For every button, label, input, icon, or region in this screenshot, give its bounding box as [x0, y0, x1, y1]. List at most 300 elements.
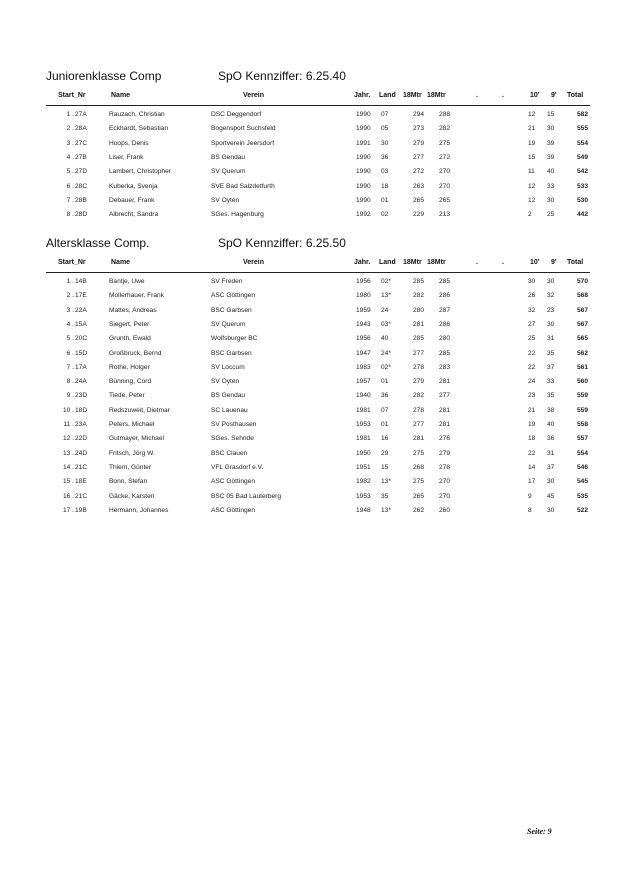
- rank: 7 .: [66, 196, 74, 204]
- section-title-alters: Altersklasse Comp.: [46, 236, 150, 250]
- header-dot-1: .: [476, 92, 478, 99]
- score-18mtr-2: 278: [439, 463, 451, 471]
- table-row: [46, 291, 590, 304]
- score-18mtr-1: 279: [413, 139, 425, 147]
- score-18mtr-1: 262: [413, 506, 425, 514]
- club: BS Gendau: [211, 153, 246, 161]
- club: BSC Garbsen: [211, 349, 252, 357]
- count-9: 37: [547, 463, 555, 471]
- table-row: [46, 277, 590, 290]
- birth-year: 1959: [356, 306, 371, 314]
- count-9: 31: [547, 335, 555, 343]
- score-18mtr-1: 294: [413, 111, 425, 118]
- rank: 16 .: [63, 492, 74, 500]
- club: SV Oyten: [211, 378, 240, 386]
- region: 29: [381, 449, 389, 457]
- score-18mtr-2: 285: [439, 349, 451, 357]
- club: BSC Garbsen: [211, 306, 252, 314]
- header-verein: Verein: [243, 92, 265, 99]
- club: SV Querum: [211, 168, 246, 176]
- header-start-nr: Start_Nr: [58, 259, 86, 266]
- region: 02*: [381, 278, 391, 285]
- club: SC Lauenau: [211, 406, 248, 414]
- count-9: 33: [547, 182, 555, 190]
- total-score: 559: [576, 392, 588, 400]
- athlete-name: Bantje, Uwe: [109, 278, 145, 285]
- table-row: [46, 377, 590, 390]
- start-nr: 28A: [75, 125, 87, 133]
- header-10: 10': [530, 259, 540, 266]
- score-18mtr-1: 281: [413, 320, 425, 328]
- count-10: 17: [528, 478, 536, 486]
- score-18mtr-2: 265: [439, 196, 451, 204]
- rank: 12 .: [63, 435, 74, 443]
- count-10: 21: [528, 125, 536, 133]
- count-9: 30: [547, 506, 555, 514]
- birth-year: 1950: [356, 449, 371, 457]
- count-10: 8: [528, 506, 532, 514]
- start-nr: 28D: [75, 211, 88, 219]
- total-score: 554: [576, 449, 588, 457]
- athlete-name: Rauzach, Christian: [109, 111, 165, 118]
- total-score: 530: [576, 196, 588, 204]
- count-10: 30: [528, 278, 536, 285]
- score-18mtr-2: 270: [439, 168, 451, 176]
- rank: 5 .: [66, 168, 74, 176]
- athlete-name: Thiem, Günter: [109, 463, 152, 471]
- header-18mtr-1: 18Mtr: [403, 92, 422, 99]
- start-nr: 27A: [75, 111, 87, 118]
- score-18mtr-2: 272: [439, 153, 451, 161]
- start-nr: 21C: [75, 463, 88, 471]
- count-10: 18: [528, 435, 536, 443]
- total-score: 560: [576, 378, 588, 386]
- count-9: 30: [547, 320, 555, 328]
- score-18mtr-2: 275: [439, 139, 451, 147]
- club: SV Posthausen: [211, 421, 257, 428]
- start-nr: 17E: [75, 292, 87, 300]
- start-nr: 23D: [75, 392, 88, 400]
- birth-year: 1956: [356, 335, 371, 343]
- total-score: 535: [576, 492, 588, 500]
- total-score: 561: [576, 363, 588, 371]
- total-score: 554: [576, 139, 588, 147]
- athlete-name: Fritsch, Jörg W.: [109, 449, 155, 457]
- table-row: [46, 139, 590, 152]
- club: Wolfsburger BC: [211, 335, 258, 343]
- birth-year: 1953: [356, 421, 371, 428]
- score-18mtr-2: 285: [439, 278, 451, 285]
- count-9: 39: [547, 153, 555, 161]
- total-score: 568: [576, 292, 588, 300]
- athlete-name: Eckhardt, Sebastian: [109, 125, 169, 133]
- count-9: 32: [547, 292, 555, 300]
- count-9: 45: [547, 492, 555, 500]
- athlete-name: Mollerhauer, Frank: [109, 292, 164, 300]
- count-9: 40: [547, 168, 555, 176]
- rank: 6 .: [66, 349, 74, 357]
- total-score: 533: [576, 182, 588, 190]
- score-18mtr-2: 287: [439, 306, 451, 314]
- athlete-name: Gäcke, Karsten: [109, 492, 155, 500]
- start-nr: 17A: [75, 363, 87, 371]
- total-score: 562: [576, 349, 588, 357]
- birth-year: 1947: [356, 349, 371, 357]
- region: 03: [381, 168, 389, 176]
- table-row: [46, 434, 590, 447]
- birth-year: 1991: [356, 139, 371, 147]
- score-18mtr-1: 282: [413, 292, 425, 300]
- total-score: 567: [576, 306, 588, 314]
- count-10: 26: [528, 292, 536, 300]
- score-18mtr-2: 279: [439, 449, 451, 457]
- score-18mtr-1: 285: [413, 278, 425, 285]
- rank: 6 .: [66, 182, 74, 190]
- birth-year: 1982: [356, 478, 371, 486]
- club: ASC Göttingen: [211, 292, 255, 300]
- club: BS Gendau: [211, 392, 246, 400]
- count-9: 40: [547, 421, 555, 428]
- total-score: 570: [576, 278, 588, 285]
- rank: 11 .: [63, 421, 74, 428]
- region: 30: [381, 139, 389, 147]
- start-nr: 27B: [75, 153, 87, 161]
- rank: 4 .: [66, 320, 74, 328]
- birth-year: 1990: [356, 196, 371, 204]
- start-nr: 14B: [75, 278, 87, 285]
- rank: 14 .: [63, 463, 74, 471]
- region: 18: [381, 182, 389, 190]
- score-18mtr-2: 276: [439, 435, 451, 443]
- club: SV Loccum: [211, 363, 245, 371]
- club: DSC Deggendorf: [211, 111, 262, 118]
- club: BSC Clauen: [211, 449, 248, 457]
- score-18mtr-1: 273: [413, 125, 425, 133]
- club: SGes. Sehnde: [211, 435, 254, 443]
- athlete-name: Lambert, Christopher: [109, 168, 171, 176]
- region: 02*: [381, 363, 391, 371]
- start-nr: 27D: [75, 168, 88, 176]
- region: 05: [381, 125, 389, 133]
- count-9: 36: [547, 435, 555, 443]
- count-10: 12: [528, 196, 536, 204]
- score-18mtr-2: 270: [439, 492, 451, 500]
- start-nr: 22A: [75, 306, 87, 314]
- count-10: 19: [528, 421, 536, 428]
- header-name: Name: [111, 92, 131, 99]
- section-code-junioren: SpO Kennziffer: 6.25.40: [218, 69, 346, 83]
- athlete-name: Gutmayer, Michael: [109, 435, 164, 443]
- count-9: 23: [547, 306, 555, 314]
- score-18mtr-2: 286: [439, 320, 451, 328]
- start-nr: 19B: [75, 506, 87, 514]
- birth-year: 1990: [356, 168, 371, 176]
- score-18mtr-2: 282: [439, 125, 451, 133]
- total-score: 542: [576, 168, 588, 176]
- count-10: 22: [528, 449, 536, 457]
- total-score: 522: [576, 506, 588, 514]
- region: 02: [381, 211, 389, 219]
- birth-year: 1981: [356, 435, 371, 443]
- score-18mtr-2: 260: [439, 506, 451, 514]
- divider: [46, 272, 590, 273]
- score-18mtr-2: 277: [439, 392, 451, 400]
- score-18mtr-2: 288: [439, 111, 451, 118]
- rank: 2 .: [66, 125, 74, 133]
- rank: 8 .: [66, 211, 74, 219]
- athlete-name: Siegert, Peter: [109, 320, 150, 328]
- total-score: 557: [576, 435, 588, 443]
- region: 24*: [381, 349, 391, 357]
- header-9: 9': [551, 92, 557, 99]
- birth-year: 1956: [356, 278, 371, 285]
- count-10: 12: [528, 111, 536, 118]
- start-nr: 21C: [75, 492, 88, 500]
- athlete-name: Liser, Frank: [109, 153, 144, 161]
- rank: 15 .: [63, 478, 74, 486]
- birth-year: 1951: [356, 463, 371, 471]
- birth-year: 1983: [356, 363, 371, 371]
- header-jahr: Jahr.: [354, 92, 371, 99]
- total-score: 549: [576, 153, 588, 161]
- table-row: [46, 477, 590, 490]
- table-row: [46, 492, 590, 505]
- count-9: 38: [547, 406, 555, 414]
- table-row: [46, 306, 590, 319]
- athlete-name: Hoops, Denis: [109, 139, 149, 147]
- count-10: 32: [528, 306, 536, 314]
- score-18mtr-1: 268: [413, 463, 425, 471]
- start-nr: 15D: [75, 349, 88, 357]
- count-9: 25: [547, 211, 555, 219]
- birth-year: 1990: [356, 153, 371, 161]
- birth-year: 1943: [356, 320, 371, 328]
- count-10: 22: [528, 363, 536, 371]
- header-9: 9': [551, 259, 557, 266]
- table-row: [46, 153, 590, 166]
- region: 01: [381, 196, 389, 204]
- score-18mtr-1: 282: [413, 392, 425, 400]
- region: 40: [381, 335, 389, 343]
- total-score: 545: [576, 478, 588, 486]
- athlete-name: Großbruck, Bernd: [109, 349, 162, 357]
- header-18mtr-2: 18Mtr: [427, 92, 446, 99]
- athlete-name: Redszuweit, Dietmar: [109, 406, 170, 414]
- birth-year: 1990: [356, 125, 371, 133]
- start-nr: 22D: [75, 435, 88, 443]
- count-9: 37: [547, 363, 555, 371]
- start-nr: 20C: [75, 335, 88, 343]
- header-total: Total: [567, 92, 584, 99]
- region: 15: [381, 463, 389, 471]
- rank: 8 .: [66, 378, 74, 386]
- count-10: 9: [528, 492, 532, 500]
- birth-year: 1953: [356, 492, 371, 500]
- count-9: 31: [547, 449, 555, 457]
- rank: 3 .: [66, 306, 74, 314]
- athlete-name: Hermann, Johannes: [109, 506, 169, 514]
- score-18mtr-1: 280: [413, 306, 425, 314]
- header-land: Land: [379, 92, 396, 99]
- rank: 3 .: [66, 139, 74, 147]
- table-row: [46, 463, 590, 476]
- region: 36: [381, 153, 389, 161]
- score-18mtr-2: 281: [439, 421, 451, 428]
- score-18mtr-2: 270: [439, 478, 451, 486]
- header-dot-2: .: [502, 92, 504, 99]
- birth-year: 1992: [356, 211, 371, 219]
- header-name: Name: [111, 259, 131, 266]
- score-18mtr-1: 285: [413, 335, 425, 343]
- rank: 2 .: [66, 292, 74, 300]
- club: Bogensport Suchsfeld: [211, 125, 276, 133]
- club: BSC 05 Bad Lauterberg: [211, 492, 282, 500]
- page-number: Seite: 9: [527, 827, 552, 836]
- rank: 13 .: [63, 449, 74, 457]
- table-row: [46, 449, 590, 462]
- rank: 10 .: [63, 406, 74, 414]
- header-verein: Verein: [243, 259, 265, 266]
- score-18mtr-1: 277: [413, 153, 425, 161]
- table-row: [46, 334, 590, 347]
- region: 13*: [381, 292, 391, 300]
- header-10: 10': [530, 92, 540, 99]
- table-row: [46, 406, 590, 419]
- table-row: [46, 110, 590, 123]
- score-18mtr-1: 265: [413, 492, 425, 500]
- count-9: 30: [547, 196, 555, 204]
- score-18mtr-2: 213: [439, 211, 451, 219]
- table-row: [46, 420, 590, 433]
- score-18mtr-1: 281: [413, 435, 425, 443]
- table-row: [46, 391, 590, 404]
- count-10: 19: [528, 139, 536, 147]
- header-total: Total: [567, 259, 584, 266]
- rank: 5 .: [66, 335, 74, 343]
- header-18mtr-1: 18Mtr: [403, 259, 422, 266]
- table-header: [46, 90, 590, 104]
- athlete-name: Tiede, Peter: [109, 392, 145, 400]
- athlete-name: Rothe, Holger: [109, 363, 150, 371]
- athlete-name: Grunth, Ewald: [109, 335, 151, 343]
- table-row: [46, 182, 590, 195]
- club: ASC Göttingen: [211, 478, 255, 486]
- club: SGes. Hagenburg: [211, 211, 264, 219]
- header-dot-2: .: [502, 259, 504, 266]
- table-row: [46, 210, 590, 223]
- count-10: 2: [528, 211, 532, 219]
- score-18mtr-2: 281: [439, 406, 451, 414]
- region: 35: [381, 492, 389, 500]
- table-row: [46, 363, 590, 376]
- score-18mtr-1: 229: [413, 211, 425, 219]
- score-18mtr-1: 278: [413, 406, 425, 414]
- club: ASC Göttingen: [211, 506, 255, 514]
- header-jahr: Jahr.: [354, 259, 371, 266]
- score-18mtr-2: 270: [439, 182, 451, 190]
- start-nr: 15A: [75, 320, 87, 328]
- club: VFL Grasdorf e.V.: [211, 463, 264, 471]
- start-nr: 18E: [75, 478, 87, 486]
- region: 01: [381, 378, 389, 386]
- score-18mtr-1: 277: [413, 349, 425, 357]
- birth-year: 1957: [356, 378, 371, 386]
- total-score: 582: [576, 111, 588, 118]
- region: 07: [381, 111, 389, 118]
- count-10: 22: [528, 349, 536, 357]
- athlete-name: Debauer, Frank: [109, 196, 155, 204]
- region: 01: [381, 421, 389, 428]
- start-nr: 28B: [75, 196, 87, 204]
- club: SV Freden: [211, 278, 243, 285]
- start-nr: 27C: [75, 139, 88, 147]
- count-9: 30: [547, 278, 555, 285]
- count-10: 24: [528, 378, 536, 386]
- table-row: [46, 506, 590, 519]
- start-nr: 28C: [75, 182, 88, 190]
- count-10: 25: [528, 335, 536, 343]
- start-nr: 24D: [75, 449, 88, 457]
- club: Sportverein Jeersdorf: [211, 139, 275, 147]
- region: 16: [381, 435, 389, 443]
- athlete-name: Mattes, Andreas: [109, 306, 157, 314]
- table-row: [46, 320, 590, 333]
- birth-year: 1980: [356, 292, 371, 300]
- birth-year: 1981: [356, 406, 371, 414]
- club: SV Oyten: [211, 196, 240, 204]
- table-row: [46, 196, 590, 209]
- table-header: [46, 257, 590, 271]
- count-10: 15: [528, 153, 536, 161]
- total-score: 555: [576, 125, 588, 133]
- count-9: 35: [547, 392, 555, 400]
- birth-year: 1940: [356, 392, 371, 400]
- score-18mtr-2: 280: [439, 335, 451, 343]
- rank: 7 .: [66, 363, 74, 371]
- club: SV Querum: [211, 320, 246, 328]
- total-score: 567: [576, 320, 588, 328]
- score-18mtr-1: 278: [413, 363, 425, 371]
- count-10: 12: [528, 182, 536, 190]
- score-18mtr-2: 283: [439, 363, 451, 371]
- score-18mtr-1: 272: [413, 168, 425, 176]
- birth-year: 1990: [356, 111, 371, 118]
- table-row: [46, 349, 590, 362]
- count-10: 21: [528, 406, 536, 414]
- score-18mtr-2: 286: [439, 292, 451, 300]
- header-dot-1: .: [476, 259, 478, 266]
- count-9: 39: [547, 139, 555, 147]
- birth-year: 1990: [356, 182, 371, 190]
- region: 03*: [381, 320, 391, 328]
- rank: 1 .: [66, 278, 74, 285]
- rank: 17 .: [63, 506, 74, 514]
- total-score: 442: [576, 211, 588, 219]
- count-9: 33: [547, 378, 555, 386]
- score-18mtr-1: 265: [413, 196, 425, 204]
- region: 13*: [381, 478, 391, 486]
- count-10: 11: [528, 168, 535, 176]
- total-score: 559: [576, 406, 588, 414]
- score-18mtr-1: 277: [413, 421, 425, 428]
- athlete-name: Peters, Michael: [109, 421, 155, 428]
- header-start-nr: Start_Nr: [58, 92, 86, 99]
- score-18mtr-1: 275: [413, 478, 425, 486]
- athlete-name: Kuberka, Svenja: [109, 182, 158, 190]
- score-18mtr-1: 275: [413, 449, 425, 457]
- section-code-alters: SpO Kennziffer: 6.25.50: [218, 236, 346, 250]
- total-score: 546: [576, 463, 588, 471]
